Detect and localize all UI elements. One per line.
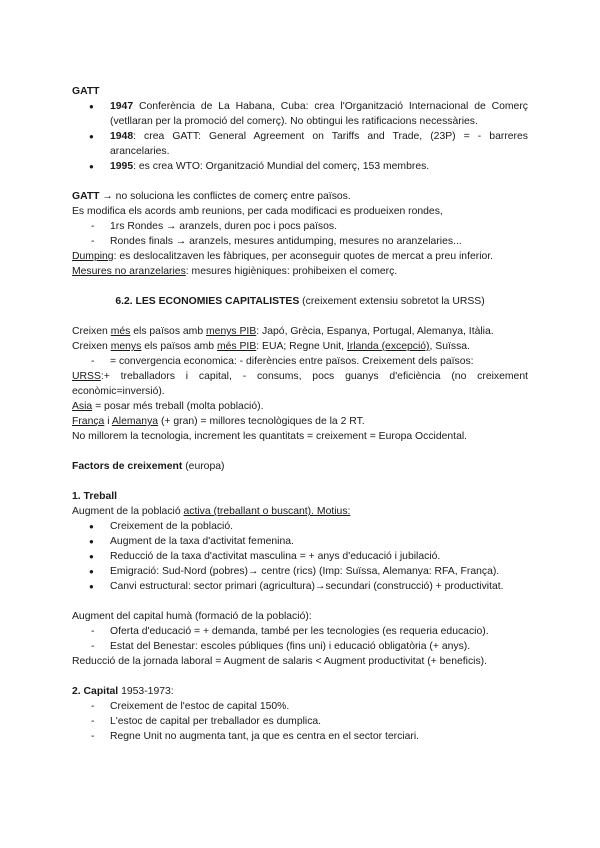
human-capital-list: [72, 624, 528, 654]
france-germany-line: França i Alemanya (+ gran) = millores tecnològiques de la 2 RT.: [72, 416, 365, 427]
reduction-line: Reducció de la jornada laboral = Augment de salaris < Augment productivitat (+ beneficis).: [72, 656, 488, 667]
list-item: - Regne Unit no augmenta tant, ja que es centra en el sector terciari.: [72, 729, 528, 744]
dumping-definition: Dumping: es deslocalitzaven les fàbriques, per aconseguir quotes de mercat a preu inferior.: [72, 251, 494, 262]
list-item: - Estat del Benestar: escoles públiques (fins uni) i educació obligatòria (+ anys).: [72, 639, 528, 654]
treball-list: [72, 519, 528, 594]
human-capital-intro: Augment del capital humà (formació de la població):: [72, 611, 312, 622]
growth-line-1: Creixen més els països amb menys PIB: Japó, Grècia, Espanya, Portugal, Alemanya, Itàlia.: [72, 326, 494, 337]
list-item: - Creixement de l'estoc de capital 150%.: [72, 699, 528, 714]
list-item: - Oferta d'educació = + demanda, també per les tecnologies (es requeria educacio).: [72, 624, 528, 639]
nontariff-definition: Mesures no aranzelaries: mesures higièniques: prohibeixen el comerç.: [72, 266, 398, 277]
growth-line-2: Creixen menys els països amb més PIB: EUA; Regne Unit, Irlanda (excepció), Suïssa.: [72, 341, 470, 352]
convergence-list: [72, 354, 528, 369]
urss-line: URSS:+ treballadors i capital, - consums, pocs guanys d'eficiència (no creixement econòmic=inversió).: [72, 371, 528, 397]
capital-list: [72, 699, 528, 744]
gatt-conflicts-line: GATT → no soluciona les conflictes de comerç entre països.: [72, 191, 351, 202]
treball-heading: 1. Treball: [72, 491, 118, 502]
list-item: ● Augment de la taxa d'activitat femenina.: [72, 534, 528, 549]
gatt-list: [72, 99, 528, 174]
factors-heading: Factors de creixement (europa): [72, 461, 225, 472]
list-item: ● Emigració: Sud-Nord (pobres)→ centre (rics) (Imp: Suïssa, Alemanya: RFA, França).: [72, 564, 528, 579]
list-item: - = convergencia economica: - diferències entre països. Creixement dels països:: [72, 354, 528, 369]
section-heading: 6.2. LES ECONOMIES CAPITALISTES (creixement extensiu sobretot la URSS): [115, 296, 485, 307]
list-item: ● Canvi estructural: sector primari (agricultura)→secundari (construcció) + productivitat.: [72, 579, 528, 594]
rounds-list: [72, 219, 528, 249]
asia-line: Asia = posar més treball (molta població).: [72, 401, 264, 412]
list-item: ● Creixement de la població.: [72, 519, 528, 534]
rounds-intro: Es modifica els acords amb reunions, per cada modificaci es produeixen rondes,: [72, 206, 443, 217]
list-item: ● 1995: es crea WTO: Organització Mundial del comerç, 153 membres.: [72, 159, 528, 174]
list-item: - Rondes finals → aranzels, mesures antidumping, mesures no aranzelaries...: [72, 234, 528, 249]
list-item: ● 1948: crea GATT: General Agreement on Tariffs and Trade, (23P) = - barreres arancelaries.: [72, 129, 528, 159]
list-item: - L'estoc de capital per treballador es dumplica.: [72, 714, 528, 729]
gatt-heading: GATT: [72, 86, 100, 97]
list-item: ● Reducció de la taxa d'activitat masculina = + anys d'educació i jubilació.: [72, 549, 528, 564]
treball-intro: Augment de la població activa (treballant o buscant). Motius:: [72, 506, 351, 517]
list-item: ● 1947 Conferència de La Habana, Cuba: crea l'Organització Internacional de Comerç (vetllaran per la promoció del comerç). No obtingui les ratificacions necessàries.: [72, 99, 528, 129]
no-improve-line: No millorem la tecnologia, increment les quantitats = creixement = Europa Occidental.: [72, 431, 468, 442]
document-page: [72, 84, 528, 744]
capital-heading: 2. Capital 1953-1973:: [72, 686, 174, 697]
list-item: - 1rs Rondes → aranzels, duren poc i pocs països.: [72, 219, 528, 234]
